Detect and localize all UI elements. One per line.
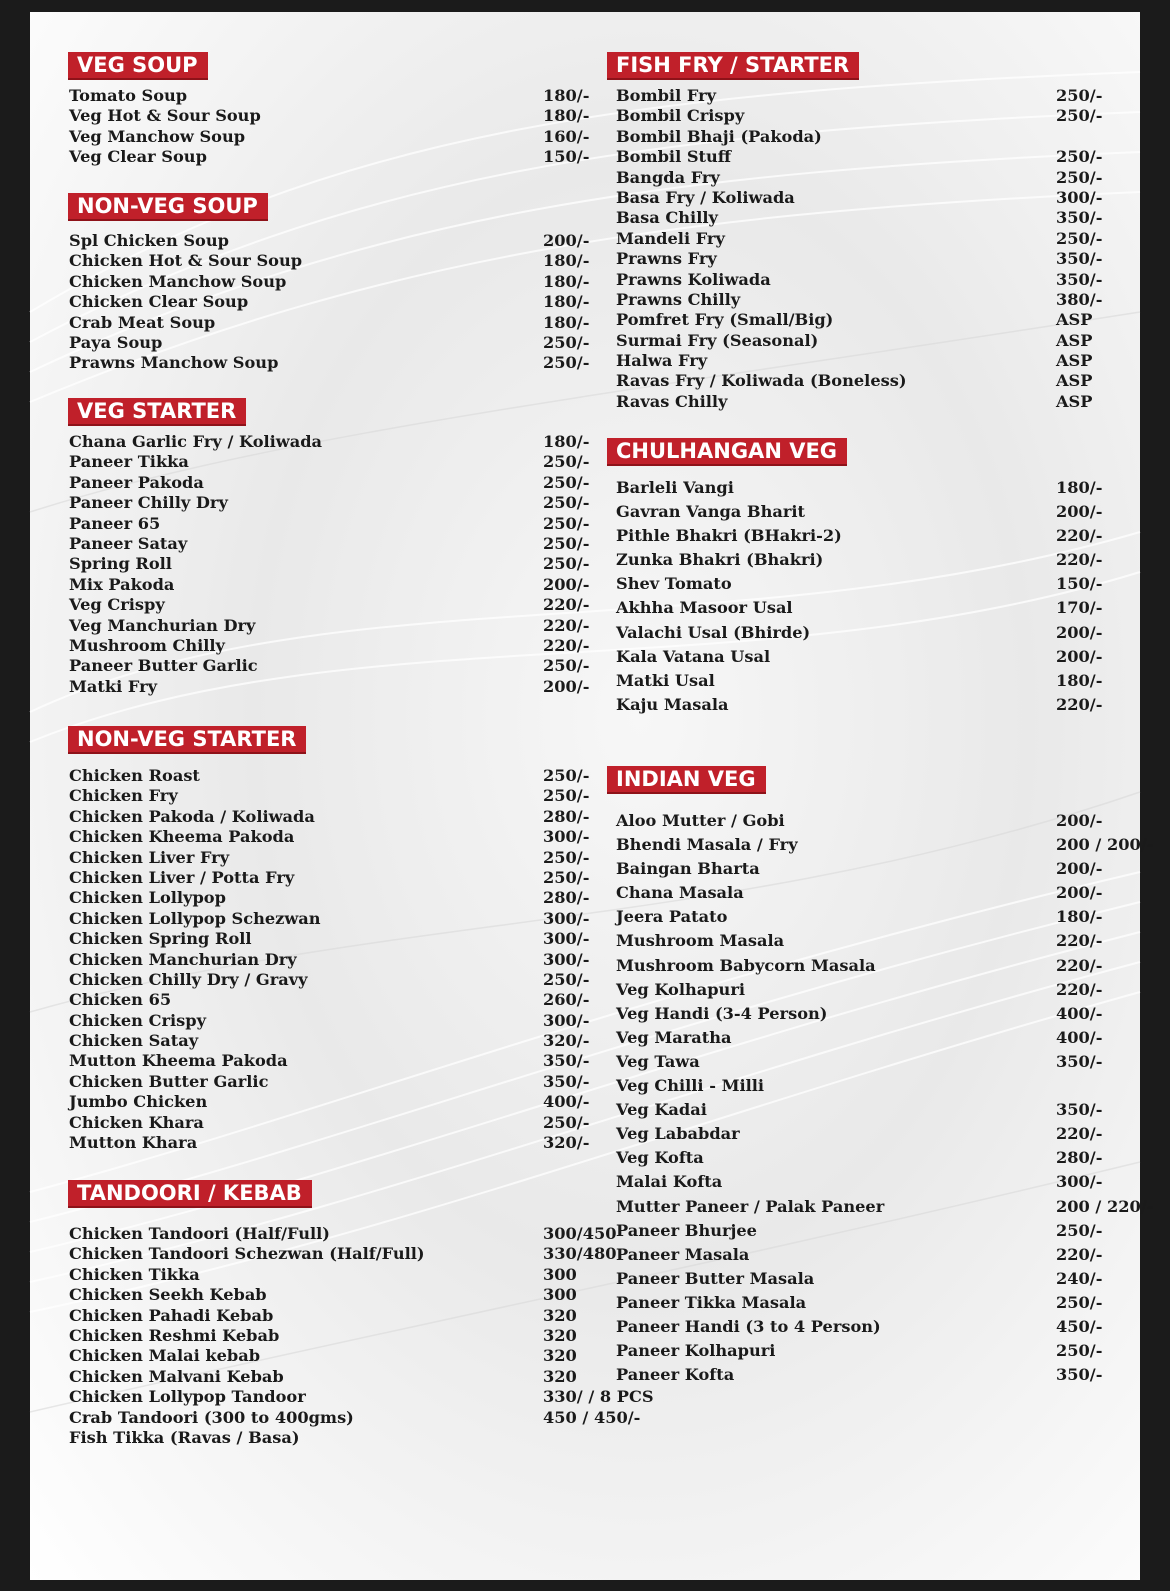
menu-item-price: 200 / 200/- bbox=[1056, 835, 1154, 855]
menu-item-price: 220/- bbox=[543, 635, 590, 655]
menu-item-price: 200/- bbox=[543, 676, 590, 696]
menu-item-price: 350/- bbox=[1056, 1365, 1103, 1385]
menu-item-price: 300/- bbox=[543, 949, 590, 969]
menu-item-price: 350/- bbox=[1056, 269, 1103, 289]
menu-item-price: 280/- bbox=[543, 806, 590, 826]
menu-item-price: 180/- bbox=[1056, 907, 1103, 927]
menu-item-name: Mushroom Chilly bbox=[69, 635, 225, 655]
menu-item-name: Chicken Khara bbox=[69, 1112, 204, 1132]
menu-item-name: Gavran Vanga Bharit bbox=[616, 502, 806, 522]
menu-item-price: 300/- bbox=[543, 929, 590, 949]
menu-item-price: 200/- bbox=[1056, 622, 1103, 642]
menu-item-name: Paneer Kolhapuri bbox=[616, 1341, 776, 1361]
menu-item-name: Chicken Clear Soup bbox=[69, 292, 249, 312]
menu-item-name: Malai Kofta bbox=[616, 1172, 723, 1192]
menu-item-price: 220/- bbox=[1056, 1244, 1103, 1264]
menu-item-name: Veg Kadai bbox=[616, 1100, 707, 1120]
menu-item-price: 320/- bbox=[543, 1031, 590, 1051]
menu-item-name: Paneer Masala bbox=[616, 1244, 750, 1264]
menu-item-name: Pithle Bhakri (BHakri-2) bbox=[616, 526, 842, 546]
menu-item-name: Mutter Paneer / Palak Paneer bbox=[616, 1196, 885, 1216]
menu-item-name: Mix Pakoda bbox=[69, 574, 175, 594]
menu-item-price: 250/- bbox=[1056, 1220, 1103, 1240]
menu-item-price: 320 bbox=[543, 1325, 577, 1345]
menu-item-price: 180/- bbox=[1056, 478, 1103, 497]
menu-item-name: Fish Tikka (Ravas / Basa) bbox=[69, 1427, 300, 1447]
menu-item-name: Veg Manchurian Dry bbox=[69, 615, 256, 635]
menu-item-name: Chicken Satay bbox=[69, 1031, 199, 1051]
section-nonveg-starter bbox=[30, 726, 590, 1153]
menu-item-price: 350/- bbox=[1056, 208, 1103, 228]
menu-item-price: 220/- bbox=[1056, 931, 1103, 951]
menu-item-name: Basa Fry / Koliwada bbox=[616, 187, 795, 207]
menu-item-name: Bombil Stuff bbox=[616, 147, 732, 167]
section-fish-fry-starter bbox=[585, 52, 1140, 411]
menu-item-name: Veg Lababdar bbox=[616, 1124, 740, 1144]
menu-item-name: Chana Masala bbox=[616, 883, 744, 903]
menu-item-price: 250/- bbox=[543, 513, 590, 533]
menu-item-name: Prawns Fry bbox=[616, 249, 717, 269]
menu-item-name: Mushroom Masala bbox=[616, 931, 785, 951]
section-veg-starter bbox=[30, 398, 590, 696]
menu-item-name: Veg Kolhapuri bbox=[616, 979, 746, 999]
menu-item-name: Chicken Malai kebab bbox=[69, 1346, 261, 1366]
menu-item-price: 250/- bbox=[543, 766, 590, 785]
menu-item-price: 250/- bbox=[543, 969, 590, 989]
menu-item-name: Barleli Vangi bbox=[616, 478, 734, 497]
menu-item-name: Baingan Bharta bbox=[616, 859, 760, 879]
menu-item-name: Prawns Koliwada bbox=[616, 269, 771, 289]
menu-item-price: 200/- bbox=[1056, 859, 1103, 879]
menu-item-name: Chicken Tandoori (Half/Full) bbox=[69, 1224, 330, 1243]
menu-item-name: Chicken Manchow Soup bbox=[69, 271, 287, 291]
menu-item-name: Mutton Khara bbox=[69, 1133, 198, 1153]
menu-item-price: 150/- bbox=[1056, 574, 1103, 594]
menu-item-price: 350/- bbox=[543, 1071, 590, 1091]
menu-item-price: 250/- bbox=[1056, 1292, 1103, 1312]
menu-item-name: Chicken Lollypop Tandoor bbox=[69, 1387, 306, 1407]
menu-item-name: Prawns Manchow Soup bbox=[69, 353, 279, 373]
section-header: TANDOORI / KEBAB bbox=[68, 1180, 312, 1208]
menu-item-price: 250/- bbox=[543, 867, 590, 887]
menu-item-price: 380/- bbox=[1056, 289, 1103, 309]
menu-item-name: Bangda Fry bbox=[616, 167, 720, 187]
menu-item-name: Chicken Manchurian Dry bbox=[69, 949, 297, 969]
menu-item-price: 300/450 bbox=[543, 1224, 617, 1243]
menu-item-price: 300/- bbox=[1056, 1172, 1103, 1192]
menu-item-price: 260/- bbox=[543, 990, 590, 1010]
menu-item-price: 280/- bbox=[1056, 1148, 1103, 1168]
menu-item-name: Matki Usal bbox=[616, 670, 715, 690]
menu-item-name: Paneer Tikka Masala bbox=[616, 1292, 807, 1312]
menu-item-name: Veg Manchow Soup bbox=[69, 126, 246, 146]
menu-item-price: 170/- bbox=[1056, 598, 1103, 618]
menu-item-name: Tomato Soup bbox=[69, 86, 188, 105]
menu-item-price: 250/- bbox=[1056, 86, 1103, 105]
menu-item-name: Paneer Satay bbox=[69, 533, 188, 553]
menu-item-name: Veg Crispy bbox=[69, 595, 165, 615]
menu-item-name: Chicken Reshmi Kebab bbox=[69, 1325, 280, 1345]
menu-item-name: Matki Fry bbox=[69, 676, 158, 696]
menu-item-price: 220/- bbox=[1056, 526, 1103, 546]
menu-item-name: Paneer Butter Garlic bbox=[69, 656, 258, 676]
menu-item-price: 300 bbox=[543, 1285, 577, 1305]
menu-item-price: 180/- bbox=[543, 271, 590, 291]
menu-item-name: Bombil Bhaji (Pakoda) bbox=[616, 126, 822, 146]
menu-item-price: ASP bbox=[1056, 391, 1093, 411]
menu-item-name: Chicken Tandoori Schezwan (Half/Full) bbox=[69, 1244, 425, 1264]
menu-item-price: 300/- bbox=[543, 1010, 590, 1030]
menu-item-name: Chicken Tikka bbox=[69, 1264, 200, 1284]
menu-item-name: Ravas Fry / Koliwada (Boneless) bbox=[616, 371, 907, 391]
menu-item-name: Chicken Hot & Sour Soup bbox=[69, 251, 303, 271]
menu-item-name: Halwa Fry bbox=[616, 351, 708, 371]
menu-page bbox=[30, 12, 1154, 1580]
menu-item-price: 180/- bbox=[543, 106, 590, 126]
menu-item-price: 450 / 450/- bbox=[543, 1407, 641, 1427]
menu-item-name: Paneer Bhurjee bbox=[616, 1220, 757, 1240]
menu-item-price: 450/- bbox=[1056, 1316, 1103, 1336]
menu-item-name: Basa Chilly bbox=[616, 208, 718, 228]
menu-item-price: 180/- bbox=[543, 251, 590, 271]
menu-item-name: Chicken Chilly Dry / Gravy bbox=[69, 969, 308, 989]
menu-item-name: Chicken Crispy bbox=[69, 1010, 206, 1030]
menu-item-price: 200/- bbox=[1056, 811, 1103, 830]
menu-item-name: Chicken Malvani Kebab bbox=[69, 1366, 284, 1386]
menu-item-price: 320 bbox=[543, 1366, 577, 1386]
section-header: VEG SOUP bbox=[68, 52, 208, 80]
menu-item-price: 200/- bbox=[543, 231, 590, 250]
menu-item-name: Paneer Kofta bbox=[616, 1365, 735, 1385]
section-nonveg-soup bbox=[30, 193, 590, 373]
menu-item-price: 250/- bbox=[543, 554, 590, 574]
menu-item-price: 200/- bbox=[543, 574, 590, 594]
menu-item-price: 200/- bbox=[1056, 883, 1103, 903]
menu-item-price: ASP bbox=[1056, 371, 1093, 391]
menu-item-name: Zunka Bhakri (Bhakri) bbox=[616, 550, 824, 570]
menu-item-name: Ravas Chilly bbox=[616, 391, 728, 411]
menu-item-price: 400/- bbox=[543, 1092, 590, 1112]
menu-item-name: Pomfret Fry (Small/Big) bbox=[616, 310, 834, 330]
menu-item-name: Paneer Pakoda bbox=[69, 472, 204, 492]
menu-item-name: Spring Roll bbox=[69, 554, 172, 574]
menu-item-name: Chicken Pahadi Kebab bbox=[69, 1305, 274, 1325]
menu-item-price: 150/- bbox=[543, 147, 590, 167]
menu-item-price: 250/- bbox=[543, 452, 590, 472]
menu-item-price: 250/- bbox=[543, 847, 590, 867]
menu-item-name: Chicken Seekh Kebab bbox=[69, 1285, 267, 1305]
menu-item-price: 250/- bbox=[543, 472, 590, 492]
menu-item-price: ASP bbox=[1056, 351, 1093, 371]
menu-item-name: Veg Kofta bbox=[616, 1148, 704, 1168]
menu-item-price: 250/- bbox=[1056, 147, 1103, 167]
menu-item-name: Veg Handi (3-4 Person) bbox=[616, 1003, 828, 1023]
menu-item-price: 250/- bbox=[1056, 228, 1103, 248]
menu-item-name: Prawns Chilly bbox=[616, 289, 741, 309]
menu-item-price: 250/- bbox=[543, 656, 590, 676]
menu-item-name: Chicken Liver Fry bbox=[69, 847, 230, 867]
menu-item-price: 300/- bbox=[543, 827, 590, 847]
menu-item-name: Shev Tomato bbox=[616, 574, 732, 594]
menu-item-name: Veg Maratha bbox=[616, 1027, 732, 1047]
menu-item-price: 400/- bbox=[1056, 1003, 1103, 1023]
menu-item-name: Chicken 65 bbox=[69, 990, 172, 1010]
menu-item-name: Bombil Crispy bbox=[616, 106, 745, 126]
menu-item-name: Kala Vatana Usal bbox=[616, 646, 771, 666]
menu-item-name: Chicken Liver / Potta Fry bbox=[69, 867, 295, 887]
menu-item-name: Bhendi Masala / Fry bbox=[616, 835, 798, 855]
menu-item-price: 180/- bbox=[1056, 670, 1103, 690]
menu-item-price: 280/- bbox=[543, 888, 590, 908]
menu-item-price: 400/- bbox=[1056, 1027, 1103, 1047]
menu-item-name: Chicken Pakoda / Koliwada bbox=[69, 806, 315, 826]
menu-item-name: Aloo Mutter / Gobi bbox=[616, 811, 785, 830]
menu-item-price: 250/- bbox=[1056, 167, 1103, 187]
menu-item-name: Veg Hot & Sour Soup bbox=[69, 106, 261, 126]
section-header: CHULHANGAN VEG bbox=[607, 438, 847, 466]
menu-item-price: 250/- bbox=[1056, 1341, 1103, 1361]
menu-item-price: 350/- bbox=[1056, 249, 1103, 269]
menu-item-price: 250/- bbox=[543, 493, 590, 513]
menu-item-price: 180/- bbox=[543, 432, 590, 451]
menu-item-name: Paneer Tikka bbox=[69, 452, 189, 472]
menu-item-name: Veg Clear Soup bbox=[69, 147, 207, 167]
section-indian-veg bbox=[585, 766, 1154, 1385]
section-header: INDIAN VEG bbox=[607, 766, 766, 794]
menu-item-price: 240/- bbox=[1056, 1268, 1103, 1288]
menu-item-name: Mushroom Babycorn Masala bbox=[616, 955, 876, 975]
section-tandoori-kebab bbox=[30, 1180, 654, 1447]
menu-item-price: 220/- bbox=[1056, 694, 1103, 714]
menu-item-price: 350/- bbox=[1056, 1051, 1103, 1071]
menu-item-name: Bombil Fry bbox=[616, 86, 717, 105]
menu-item-name: Paneer Handi (3 to 4 Person) bbox=[616, 1316, 881, 1336]
menu-item-price: 220/- bbox=[543, 615, 590, 635]
menu-item-name: Mutton Kheema Pakoda bbox=[69, 1051, 288, 1071]
menu-item-price: ASP bbox=[1056, 330, 1093, 350]
menu-item-price: 220/- bbox=[1056, 955, 1103, 975]
menu-item-price: 220/- bbox=[1056, 550, 1103, 570]
menu-item-price: 180/- bbox=[543, 312, 590, 332]
menu-item-name: Crab Meat Soup bbox=[69, 312, 216, 332]
menu-item-price: 200 / 220/- bbox=[1056, 1196, 1154, 1216]
section-header: FISH FRY / STARTER bbox=[607, 52, 859, 80]
menu-item-price: 250/- bbox=[1056, 106, 1103, 126]
section-veg-soup bbox=[30, 52, 590, 167]
menu-item-name: Chicken Butter Garlic bbox=[69, 1071, 269, 1091]
menu-item-name: Chicken Roast bbox=[69, 766, 200, 785]
menu-item-price: 300 bbox=[543, 1264, 577, 1284]
menu-item-name: Crab Tandoori (300 to 400gms) bbox=[69, 1407, 354, 1427]
section-header: VEG STARTER bbox=[68, 398, 246, 426]
menu-item-price: 220/- bbox=[1056, 979, 1103, 999]
section-chulhangan-veg bbox=[585, 438, 1140, 714]
menu-item-price: 250/- bbox=[543, 332, 590, 352]
menu-item-name: Valachi Usal (Bhirde) bbox=[616, 622, 811, 642]
menu-item-name: Jumbo Chicken bbox=[69, 1092, 208, 1112]
menu-item-name: Chicken Lollypop bbox=[69, 888, 226, 908]
menu-item-price: 180/- bbox=[543, 292, 590, 312]
menu-item-price: 160/- bbox=[543, 126, 590, 146]
menu-item-price: 350/- bbox=[543, 1051, 590, 1071]
menu-item-price: 350/- bbox=[1056, 1100, 1103, 1120]
menu-item-name: Chicken Fry bbox=[69, 786, 178, 806]
menu-item-name: Veg Tawa bbox=[616, 1051, 700, 1071]
menu-item-name: Chicken Spring Roll bbox=[69, 929, 252, 949]
menu-item-name: Paya Soup bbox=[69, 332, 163, 352]
menu-item-price: 250/- bbox=[543, 533, 590, 553]
section-header: NON-VEG STARTER bbox=[68, 726, 306, 754]
menu-item-price: 330/480 bbox=[543, 1244, 617, 1264]
menu-item-price: 220/- bbox=[1056, 1124, 1103, 1144]
menu-item-price: 300/- bbox=[543, 908, 590, 928]
menu-item-name: Paneer Chilly Dry bbox=[69, 493, 228, 513]
menu-item-price: 250/- bbox=[543, 1112, 590, 1132]
menu-item-name: Spl Chicken Soup bbox=[69, 231, 229, 250]
menu-item-name: Kaju Masala bbox=[616, 694, 729, 714]
menu-item-name: Chana Garlic Fry / Koliwada bbox=[69, 432, 323, 451]
menu-item-name: Mandeli Fry bbox=[616, 228, 725, 248]
menu-item-price: 200/- bbox=[1056, 502, 1103, 522]
menu-item-name: Surmai Fry (Seasonal) bbox=[616, 330, 819, 350]
menu-item-name: Akhha Masoor Usal bbox=[616, 598, 793, 618]
menu-item-name: Chicken Lollypop Schezwan bbox=[69, 908, 321, 928]
menu-item-name: Jeera Patato bbox=[616, 907, 728, 927]
menu-item-price: ASP bbox=[1056, 310, 1093, 330]
menu-item-name: Veg Chilli - Milli bbox=[616, 1076, 765, 1096]
section-header: NON-VEG SOUP bbox=[68, 193, 268, 221]
menu-item-price: 330/ / 8 PCS bbox=[543, 1387, 654, 1407]
menu-item-price: 200/- bbox=[1056, 646, 1103, 666]
menu-item-price: 250/- bbox=[543, 353, 590, 373]
menu-item-price: 300/- bbox=[1056, 187, 1103, 207]
menu-item-name: Paneer 65 bbox=[69, 513, 161, 533]
menu-item-price: 220/- bbox=[543, 595, 590, 615]
menu-item-name: Chicken Kheema Pakoda bbox=[69, 827, 295, 847]
menu-item-price: 320 bbox=[543, 1305, 577, 1325]
menu-item-price: 320/- bbox=[543, 1133, 590, 1153]
menu-item-price: 320 bbox=[543, 1346, 577, 1366]
menu-item-price: 250/- bbox=[543, 786, 590, 806]
menu-item-name: Paneer Butter Masala bbox=[616, 1268, 815, 1288]
menu-item-price: 180/- bbox=[543, 86, 590, 105]
